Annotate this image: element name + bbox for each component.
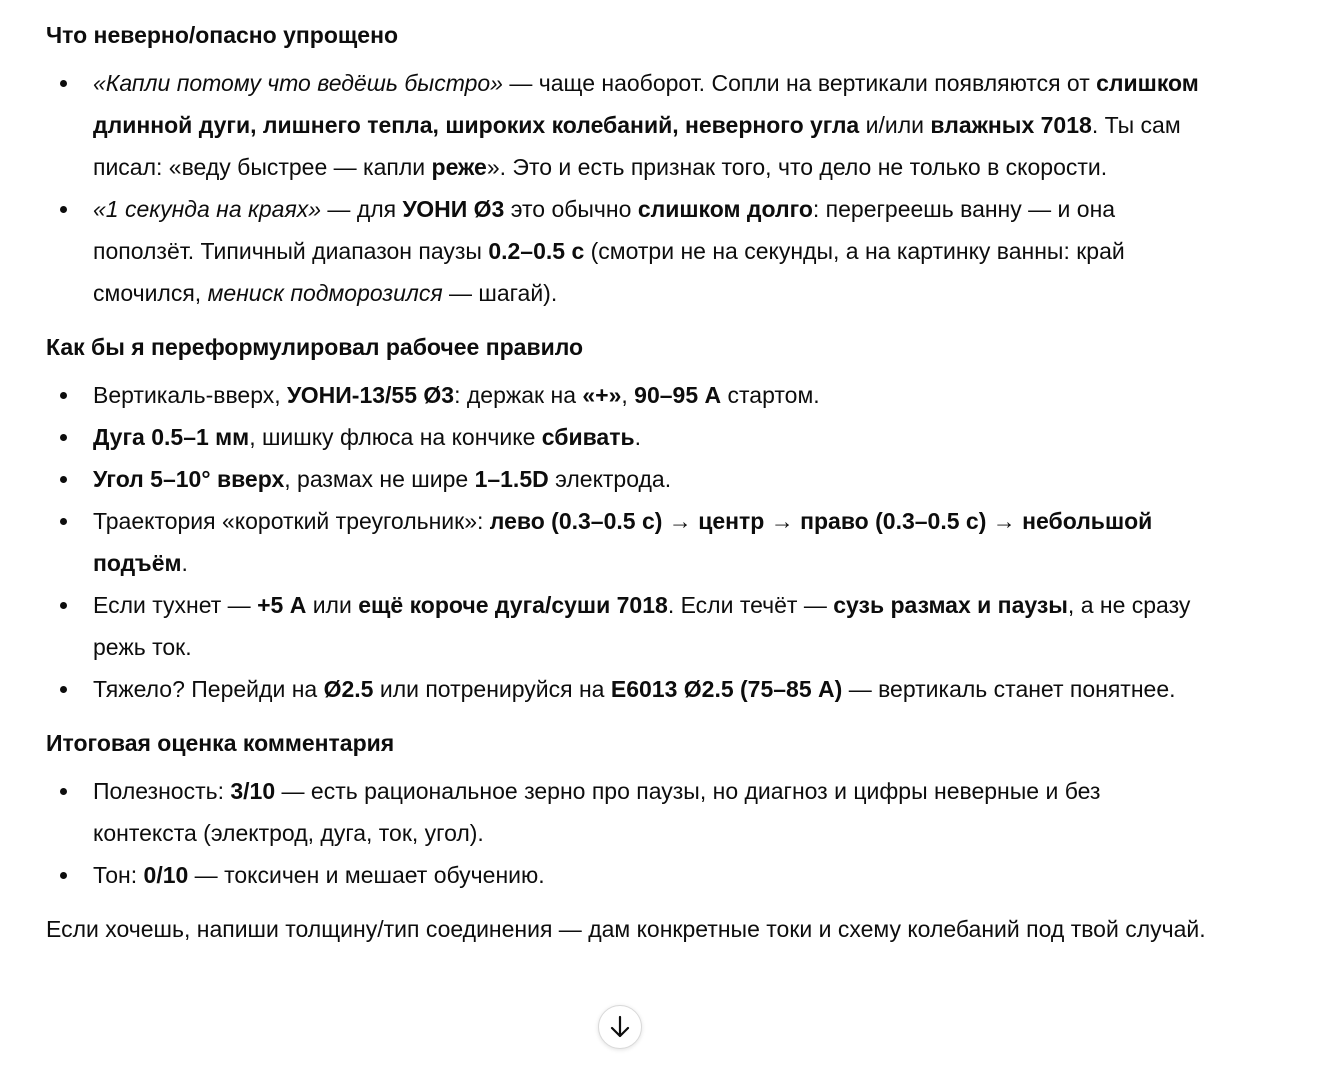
- text-run: , шишку флюса на кончике: [249, 424, 542, 450]
- bold-text: реже: [431, 154, 487, 180]
- text-run: . Если течёт —: [667, 592, 834, 618]
- bold-text: сузь размах и паузы: [833, 592, 1068, 618]
- bullet-list: [46, 62, 1206, 314]
- bold-text: +5 А: [257, 592, 307, 618]
- text-run: , размах не шире: [284, 466, 475, 492]
- text-run: Траектория «короткий треугольник»:: [93, 508, 490, 534]
- bold-text: 0.2–0.5 с: [488, 238, 585, 264]
- list-item: [93, 500, 1206, 584]
- text-run: : перегреешь ванну — и она поползёт. Типичный диапазон паузы: [93, 196, 1116, 264]
- bold-text: Дуга 0.5–1 мм: [93, 424, 250, 450]
- text-run: Полезность:: [93, 778, 231, 804]
- bold-text: 1–1.5D: [474, 466, 549, 492]
- text-run: — вертикаль станет понятнее.: [842, 676, 1176, 702]
- bold-text: влажных 7018: [930, 112, 1092, 138]
- scroll-to-bottom-button[interactable]: [598, 1005, 642, 1049]
- text-run: или потренируйся на: [373, 676, 611, 702]
- list-item: [93, 584, 1206, 668]
- closing-paragraph: Если хочешь, напиши толщину/тип соединения — дам конкретные токи и схему колебаний под твой случай.: [46, 916, 1206, 942]
- list-item: [93, 458, 1206, 500]
- text-run: — шагай).: [442, 280, 558, 306]
- bullet-list: [46, 770, 1206, 896]
- text-run: . Ты сам писал: «веду быстрее — капли: [93, 112, 1181, 180]
- list-item: [93, 374, 1206, 416]
- list-item: [93, 188, 1206, 314]
- text-run: Если тухнет —: [93, 592, 258, 618]
- list-item: [93, 62, 1206, 188]
- text-run: .: [634, 424, 642, 450]
- bold-text: 90–95 А: [634, 382, 722, 408]
- list-item: [93, 416, 1206, 458]
- bold-text: слишком долго: [637, 196, 813, 222]
- bullet-list: [46, 374, 1206, 710]
- text-run: .: [181, 550, 188, 576]
- section-title: Что неверно/опасно упрощено: [46, 22, 399, 48]
- bold-text: E6013 Ø2.5 (75–85 А): [610, 676, 843, 702]
- text-run: — есть рациональное зерно про паузы, но диагноз и цифры неверные и без контекста (электрод, дуга, ток, угол).: [93, 778, 1101, 846]
- bold-text: лево (0.3–0.5 с) → центр → право (0.3–0.5 с) → небольшой подъём: [93, 508, 1153, 576]
- text-run: электрода.: [548, 466, 672, 492]
- text-run: Тяжело? Перейди на: [93, 676, 324, 702]
- section-title: Как бы я переформулировал рабочее правило: [46, 334, 584, 360]
- bold-text: слишком длинной дуги, лишнего тепла, широких колебаний, неверного угла: [93, 70, 1199, 138]
- arrow-down-icon: [609, 1015, 631, 1039]
- text-run: и/или: [859, 112, 931, 138]
- text-run: Вертикаль-вверх,: [93, 382, 288, 408]
- italic-text: «Капли потому что ведёшь быстро»: [93, 70, 503, 96]
- bold-text: «+»: [582, 382, 622, 408]
- text-run: — для: [321, 196, 403, 222]
- section-title: Итоговая оценка комментария: [46, 730, 395, 756]
- text-run: стартом.: [721, 382, 820, 408]
- text-run: , а не сразу режь ток.: [93, 592, 1191, 660]
- bold-text: УОНИ Ø3: [402, 196, 505, 222]
- bold-text: Ø2.5: [323, 676, 374, 702]
- text-run: : держак на: [454, 382, 583, 408]
- text-run: или: [306, 592, 359, 618]
- text-run: Тон:: [93, 862, 144, 888]
- bold-text: ещё короче дуга/суши 7018: [358, 592, 668, 618]
- bold-text: сбивать: [541, 424, 635, 450]
- text-run: это обычно: [504, 196, 638, 222]
- text-run: ,: [621, 382, 635, 408]
- bold-text: 3/10: [230, 778, 276, 804]
- bold-text: 0/10: [143, 862, 189, 888]
- text-run: — чаще наоборот. Сопли на вертикали появляются от: [502, 70, 1097, 96]
- list-item: [93, 668, 1206, 710]
- bold-text: Угол 5–10° вверх: [93, 466, 285, 492]
- italic-text: «1 секунда на краях»: [93, 196, 322, 222]
- text-run: — токсичен и мешает обучению.: [188, 862, 545, 888]
- list-item: [93, 770, 1206, 854]
- message-content: [46, 14, 1206, 950]
- text-run: (смотри не на секунды, а на картинку ванны: край смочился,: [93, 238, 1125, 306]
- bold-text: УОНИ-13/55 Ø3: [287, 382, 455, 408]
- text-run: ». Это и есть признак того, что дело не только в скорости.: [486, 154, 1108, 180]
- italic-text: мениск подморозился: [207, 280, 443, 306]
- list-item: [93, 854, 1206, 896]
